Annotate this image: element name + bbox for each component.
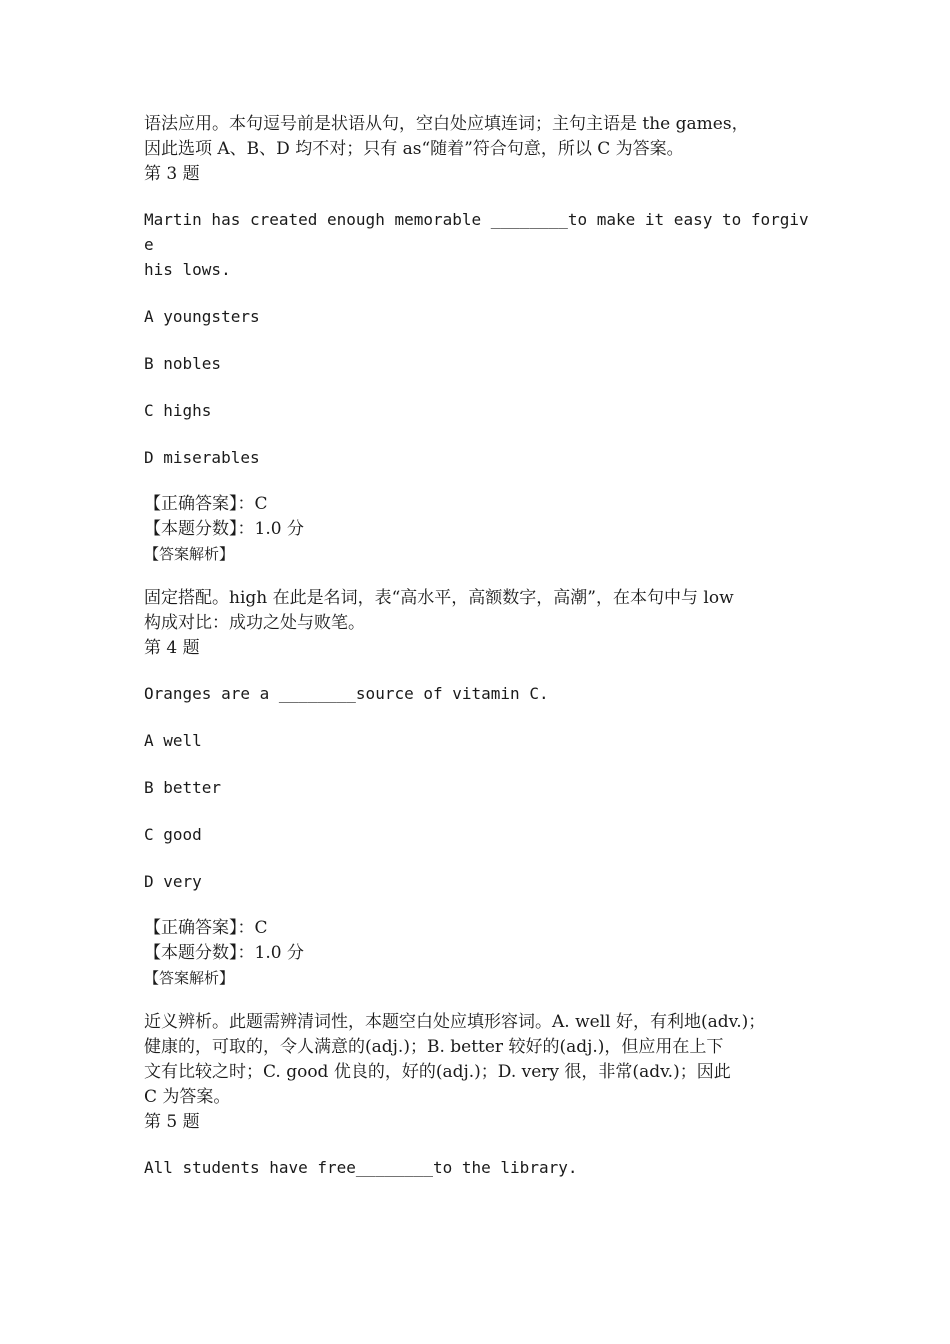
correct-answer: 【正确答案】：C bbox=[144, 494, 268, 514]
question-3 bbox=[144, 162, 814, 636]
question-heading: 第 3 题 bbox=[144, 164, 200, 184]
option-d: D miserables bbox=[144, 448, 260, 467]
question-heading: 第 5 题 bbox=[144, 1112, 200, 1132]
intro-explanation bbox=[144, 112, 814, 162]
analysis-label: 【答案解析】 bbox=[144, 969, 235, 987]
question-score: 【本题分数】：1.0 分 bbox=[144, 519, 304, 539]
correct-answer: 【正确答案】：C bbox=[144, 918, 268, 938]
document-page bbox=[144, 112, 814, 1180]
analysis-line-3: 文有比较之时；C. good 优良的，好的(adj.)；D. very 很，非常(adv.)；因此 bbox=[144, 1062, 731, 1082]
option-b: B nobles bbox=[144, 354, 222, 373]
question-heading: 第 4 题 bbox=[144, 638, 200, 658]
question-stem-line-1: Martin has created enough memorable ________to make it easy to forgive bbox=[144, 210, 809, 254]
question-score: 【本题分数】：1.0 分 bbox=[144, 943, 304, 963]
intro-line-1: 语法应用。本句逗号前是状语从句，空白处应填连词；主句主语是 the games， bbox=[144, 114, 749, 134]
question-stem-line-1: All students have free________to the library. bbox=[144, 1158, 578, 1177]
option-d: D very bbox=[144, 872, 202, 891]
intro-line-2: 因此选项 A、B、D 均不对；只有 as“随着”符合句意，所以 C 为答案。 bbox=[144, 139, 684, 159]
analysis-line-4: C 为答案。 bbox=[144, 1087, 231, 1107]
analysis-line-1: 近义辨析。此题需辨清词性，本题空白处应填形容词。A. well 好，有利地(adv.)； bbox=[144, 1012, 766, 1032]
option-b: B better bbox=[144, 778, 222, 797]
question-4 bbox=[144, 636, 814, 1110]
option-a: A youngsters bbox=[144, 307, 260, 326]
option-a: A well bbox=[144, 731, 202, 750]
option-c: C highs bbox=[144, 401, 212, 420]
question-stem-line-1: Oranges are a ________source of vitamin C. bbox=[144, 684, 549, 703]
analysis-line-1: 固定搭配。high 在此是名词，表“高水平，高额数字，高潮”，在本句中与 low bbox=[144, 588, 734, 608]
option-c: C good bbox=[144, 825, 202, 844]
analysis-label: 【答案解析】 bbox=[144, 545, 235, 563]
analysis-line-2: 健康的，可取的，令人满意的(adj.)；B. better 较好的(adj.)，但应用在上下 bbox=[144, 1037, 724, 1057]
analysis-line-2: 构成对比：成功之处与败笔。 bbox=[144, 613, 365, 633]
question-5 bbox=[144, 1110, 814, 1180]
question-stem-line-2: his lows. bbox=[144, 260, 231, 279]
